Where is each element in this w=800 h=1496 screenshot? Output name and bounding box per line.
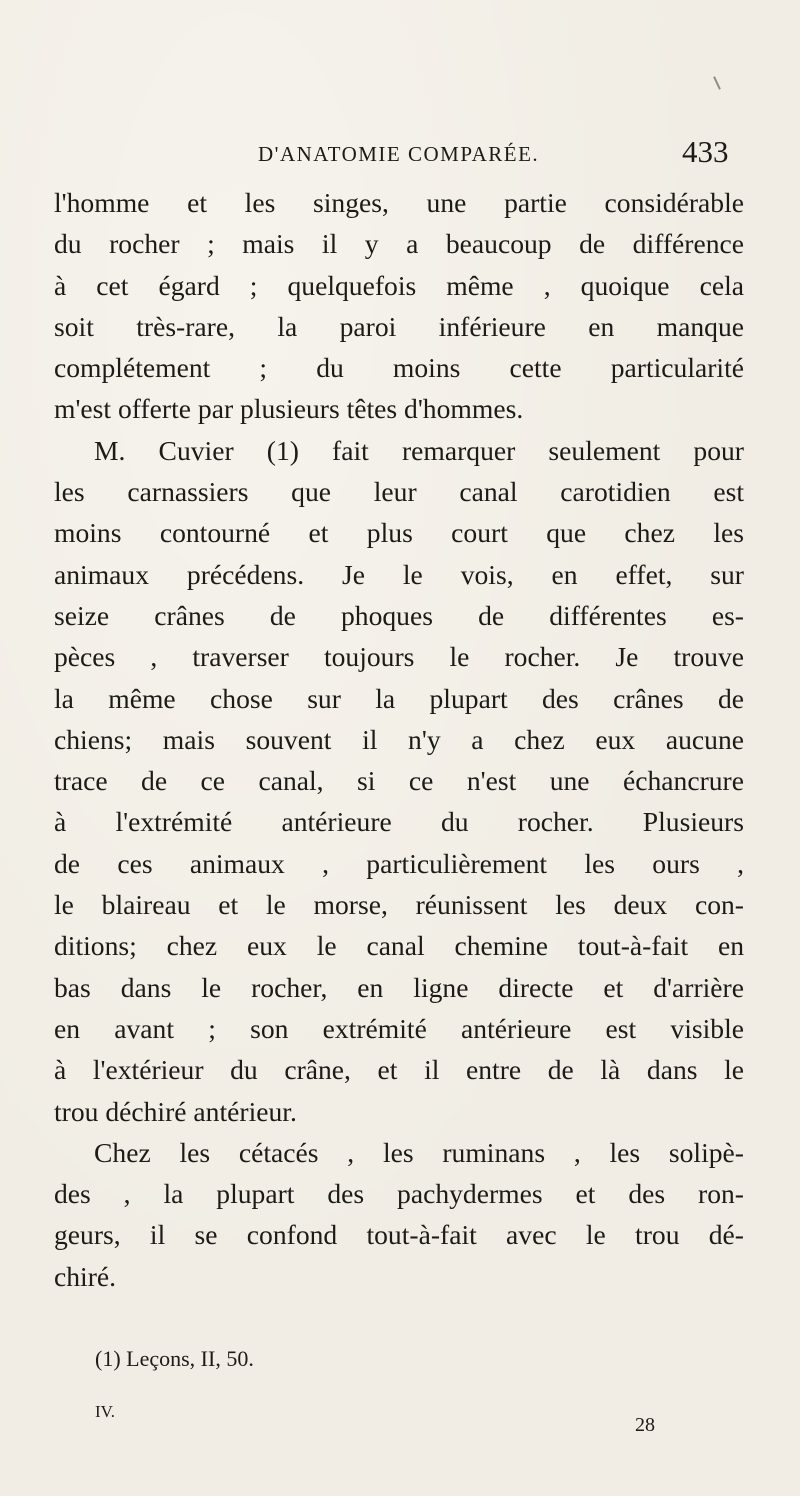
text-line: des , la plupart des pachydermes et des ron- <box>54 1178 744 1210</box>
text-line: m'est offerte par plusieurs têtes d'hommes. <box>54 393 524 425</box>
text-line: bas dans le rocher, en ligne directe et d'arrière <box>54 971 744 1003</box>
page-number: 433 <box>682 134 729 169</box>
text-line: ditions; chez eux le canal chemine tout-à-fait en <box>54 930 744 962</box>
text-line: la même chose sur la plupart des crânes de <box>54 682 744 714</box>
running-title: D'ANATOMIE COMPARÉE. <box>258 142 540 166</box>
text-line: soit très-rare, la paroi inférieure en manque <box>54 310 744 342</box>
text-line: de ces animaux , particulièrement les ours , <box>54 847 744 879</box>
text-line: trace de ce canal, si ce n'est une échancrure <box>54 765 744 797</box>
text-line: les carnassiers que leur canal carotidien est <box>54 476 744 508</box>
text-line: en avant ; son extrémité antérieure est visible <box>54 1012 744 1044</box>
text-line: chiré. <box>54 1260 117 1292</box>
text-line: M. Cuvier (1) fait remarquer seulement pour <box>94 434 744 466</box>
text-line: seize crânes de phoques de différentes es- <box>54 599 744 631</box>
text-line: moins contourné et plus court que chez les <box>54 517 744 549</box>
text-line: complétement ; du moins cette particularité <box>54 352 744 384</box>
footnote: (1) Leçons, II, 50. <box>95 1346 254 1371</box>
text-line: du rocher ; mais il y a beaucoup de différence <box>54 228 744 260</box>
stray-ink-mark <box>713 76 721 90</box>
signature-mark: IV. <box>95 1402 115 1421</box>
text-line: à cet égard ; quelquefois même , quoique cela <box>54 269 744 301</box>
text-line: geurs, il se confond tout-à-fait avec le trou dé- <box>54 1219 744 1251</box>
body-text <box>54 182 744 1297</box>
sheet-number: 28 <box>635 1414 655 1436</box>
text-line: pèces , traverser toujours le rocher. Je trouve <box>54 641 744 673</box>
text-line: le blaireau et le morse, réunissent les deux con- <box>54 889 744 921</box>
text-line: à l'extrémité antérieure du rocher. Plusieurs <box>54 806 744 838</box>
text-line: animaux précédens. Je le vois, en effet, sur <box>54 558 744 590</box>
text-line: chiens; mais souvent il n'y a chez eux aucune <box>54 723 744 755</box>
text-line: Chez les cétacés , les ruminans , les solipè- <box>94 1136 744 1168</box>
text-line: trou déchiré antérieur. <box>54 1095 297 1127</box>
text-line: à l'extérieur du crâne, et il entre de là dans le <box>54 1054 744 1086</box>
text-line: l'homme et les singes, une partie considérable <box>54 187 744 218</box>
